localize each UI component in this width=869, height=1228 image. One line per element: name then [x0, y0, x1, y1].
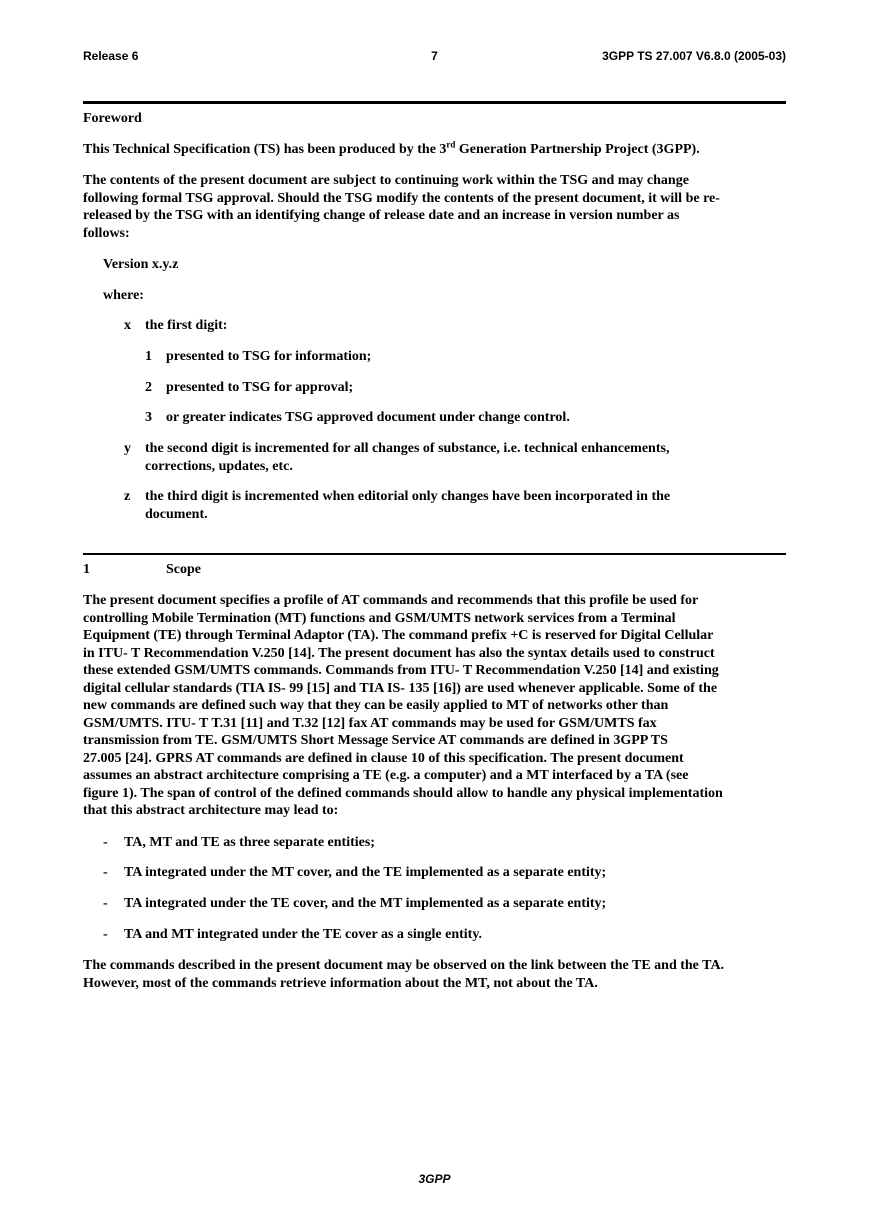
digit-description: presented to TSG for approval;	[166, 380, 354, 395]
bullet-mark: -	[103, 835, 108, 850]
z-label: z	[124, 489, 131, 504]
paragraph-line: The present document specifies a profile of AT commands and recommends that this profile be used for	[83, 593, 699, 608]
digit-number: 1	[145, 349, 152, 364]
scope-closing-paragraph	[83, 957, 793, 992]
scope-rule	[83, 553, 786, 555]
paragraph-line: released by the TSG with an identifying change of release date and an increase in version number as	[83, 208, 680, 223]
paragraph-line: these extended GSM/UMTS commands. Commands from ITU- T Recommendation V.250 [14] and existing	[83, 663, 719, 678]
x-description: the first digit:	[145, 318, 228, 333]
paragraph-line: new commands are defined such way that they can be easily applied to MT of networks other than	[83, 698, 669, 713]
document-id: 3GPP TS 27.007 V6.8.0 (2005-03)	[602, 49, 786, 63]
paragraph-line: The contents of the present document are subject to continuing work within the TSG and may change	[83, 173, 689, 188]
digit-description: presented to TSG for information;	[166, 349, 372, 364]
digit-number: 3	[145, 410, 152, 425]
scope-number: 1	[83, 562, 90, 577]
y-description-line: corrections, updates, etc.	[145, 459, 293, 474]
page-header	[83, 49, 786, 65]
page-footer: 3GPP	[418, 1172, 451, 1186]
bullet-mark: -	[103, 927, 108, 942]
z-description-line: the third digit is incremented when editorial only changes have been incorporated in the	[145, 489, 671, 504]
x-label: x	[124, 318, 131, 333]
z-description-line: document.	[145, 507, 208, 522]
paragraph-line: follows:	[83, 225, 130, 241]
foreword-paragraph	[83, 172, 793, 242]
foreword-heading: Foreword	[83, 111, 142, 126]
version-format: Version x.y.z	[103, 257, 179, 272]
bullet-item: TA integrated under the MT cover, and the TE implemented as a separate entity;	[124, 865, 607, 880]
bullet-mark: -	[103, 865, 108, 880]
digit-description: or greater indicates TSG approved document under change control.	[166, 410, 570, 425]
paragraph-line: 27.005 [24]. GPRS AT commands are defined in clause 10 of this specification. The present document	[83, 750, 684, 766]
scope-heading: Scope	[166, 562, 201, 577]
foreword-rule	[83, 101, 786, 104]
intro-superscript: rd	[446, 139, 456, 150]
page-number: 7	[431, 49, 438, 63]
intro-text-after: Generation Partnership Project (3GPP).	[455, 142, 700, 157]
paragraph-line: controlling Mobile Termination (MT) functions and GSM/UMTS network services from a Terminal	[83, 610, 676, 626]
paragraph-line: in ITU- T Recommendation V.250 [14]. The present document has also the syntax details used to construct	[83, 645, 715, 661]
where-label: where:	[103, 288, 144, 303]
bullet-item: TA and MT integrated under the TE cover as a single entity.	[124, 927, 483, 942]
paragraph-line: that this abstract architecture may lead to:	[83, 803, 339, 818]
y-description-line: the second digit is incremented for all changes of substance, i.e. technical enhancements,	[145, 441, 670, 456]
digit-number: 2	[145, 380, 152, 395]
paragraph-line: following formal TSG approval. Should the TSG modify the contents of the present document, it will be re-	[83, 190, 720, 206]
paragraph-line: figure 1). The span of control of the defined commands should allow to handle any physical implementation	[83, 785, 723, 801]
release-label: Release 6	[83, 49, 139, 63]
scope-paragraph	[83, 592, 793, 820]
bullet-item: TA, MT and TE as three separate entities;	[124, 835, 375, 850]
paragraph-line: However, most of the commands retrieve information about the MT, not about the TA.	[83, 975, 598, 991]
paragraph-line: digital cellular standards (TIA IS- 99 [15] and TIA IS- 135 [16]) are used whenever applicable. Some of the	[83, 680, 718, 696]
paragraph-line: Equipment (TE) through Terminal Adaptor (TA). The command prefix +C is reserved for Digital Cellular	[83, 628, 714, 643]
bullet-item: TA integrated under the TE cover, and the MT implemented as a separate entity;	[124, 896, 607, 911]
bullet-mark: -	[103, 896, 108, 911]
paragraph-line: GSM/UMTS. ITU- T T.31 [11] and T.32 [12] fax AT commands may be used for GSM/UMTS fax	[83, 715, 657, 731]
paragraph-line: The commands described in the present document may be observed on the link between the TE and the TA.	[83, 958, 725, 973]
y-label: y	[124, 441, 131, 456]
paragraph-line: transmission from TE. GSM/UMTS Short Message Service AT commands are defined in 3GPP TS	[83, 733, 668, 748]
intro-text-before: This Technical Specification (TS) has been produced by the 3	[83, 142, 447, 157]
paragraph-line: assumes an abstract architecture comprising a TE (e.g. a computer) and a MT interfaced by a TA (see	[83, 768, 689, 783]
foreword-intro	[83, 141, 700, 159]
